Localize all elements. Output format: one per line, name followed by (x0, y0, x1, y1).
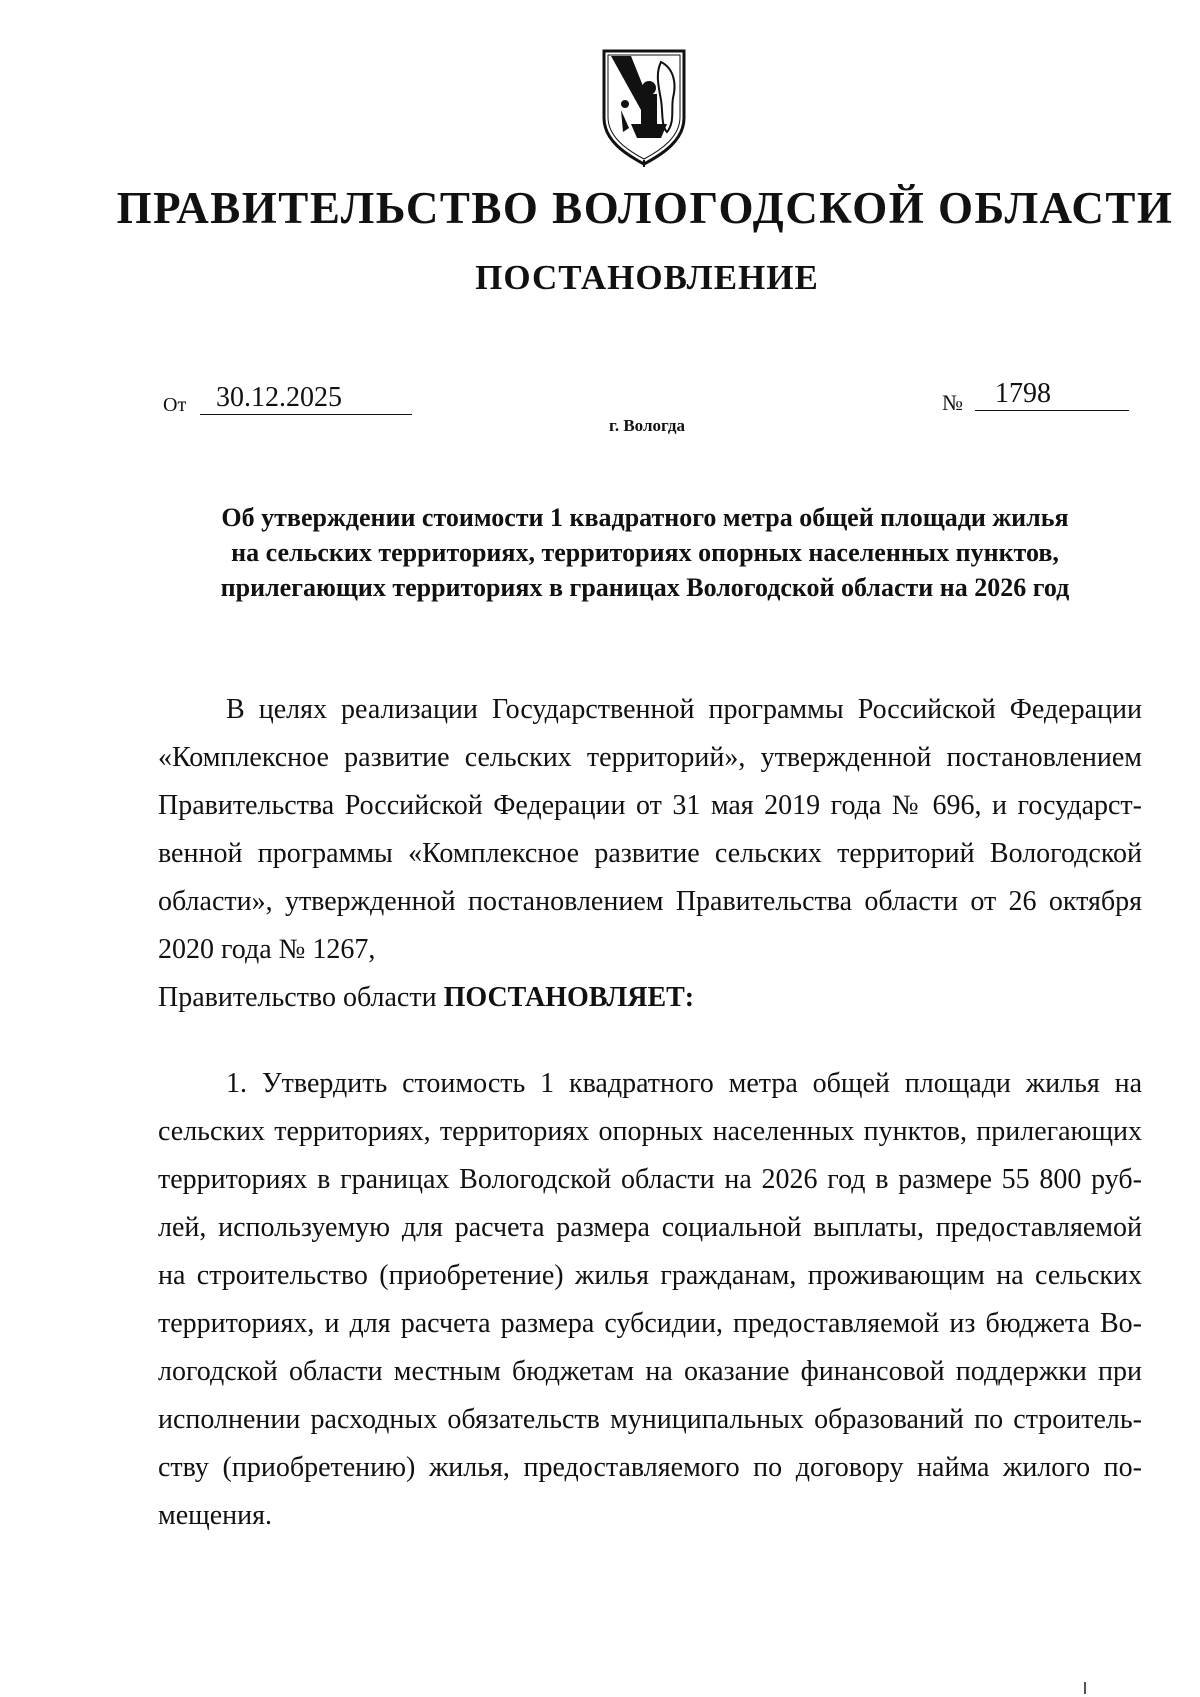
paragraph-line: территориях, и для расчета размера субсидии, предоставляемой из бюджета Во- (158, 1308, 1142, 1339)
date-prefix-label: От (163, 394, 187, 416)
paragraph-line: мещения. (158, 1500, 272, 1531)
paragraph-line: «Комплексное развитие сельских территорий», утвержденной постановлением (158, 742, 1142, 773)
document-number: 1798 (975, 378, 1129, 411)
document-type-title: ПОСТАНОВЛЕНИЕ (475, 258, 819, 297)
paragraph-line: сельских территориях, территориях опорных населенных пунктов, прилегающих (158, 1116, 1142, 1147)
paragraph-line: исполнении расходных обязательств муниципальных образований по строитель- (158, 1404, 1142, 1435)
paragraph-line: венной программы «Комплексное развитие сельских территорий Вологодской (158, 838, 1142, 869)
city-label: г. Вологда (609, 416, 685, 435)
decree-lead: Правительство области (158, 982, 437, 1013)
paragraph-line: области», утвержденной постановлением Правительства области от 26 октября (158, 886, 1142, 917)
paragraph-line: 1. Утвердить стоимость 1 квадратного метра общей площади жилья на (226, 1068, 1142, 1099)
number-sign-label: № (942, 390, 963, 415)
coat-of-arms-icon (601, 48, 687, 168)
paragraph-line: ству (приобретению) жилья, предоставляемого по договору найма жилого по- (158, 1452, 1142, 1483)
paragraph-line: на строительство (приобретение) жилья гражданам, проживающим на сельских (158, 1260, 1142, 1291)
subject-line: прилегающих территориях в границах Вологодской области на 2026 год (220, 573, 1070, 602)
decree-line (158, 974, 1142, 1022)
paragraph-line: логодской области местным бюджетам на оказание финансовой поддержки при (158, 1356, 1142, 1387)
paragraph-line: лей, используемую для расчета размера социальной выплаты, предоставляемой (158, 1212, 1142, 1243)
scan-mark (1084, 1682, 1086, 1694)
decree-keyword: ПОСТАНОВЛЯЕТ: (443, 982, 695, 1013)
item-1-paragraph (158, 1060, 1142, 1540)
subject-line: на сельских территориях, территориях опорных населенных пунктов, (231, 538, 1059, 567)
paragraph-line: Правительства Российской Федерации от 31 мая 2019 года № 696, и государст- (158, 790, 1142, 821)
subject-line: Об утверждении стоимости 1 квадратного метра общей площади жилья (221, 503, 1069, 532)
document-date: 30.12.2025 (200, 382, 412, 415)
paragraph-line: В целях реализации Государственной программы Российской Федерации (226, 694, 1142, 725)
document-subject (140, 500, 1150, 605)
organization-title: ПРАВИТЕЛЬСТВО ВОЛОГОДСКОЙ ОБЛАСТИ (116, 183, 1174, 233)
preamble-paragraph (158, 686, 1142, 974)
paragraph-line: территориях в границах Вологодской области на 2026 год в размере 55 800 руб- (158, 1164, 1142, 1195)
paragraph-line: 2020 года № 1267, (158, 934, 376, 965)
